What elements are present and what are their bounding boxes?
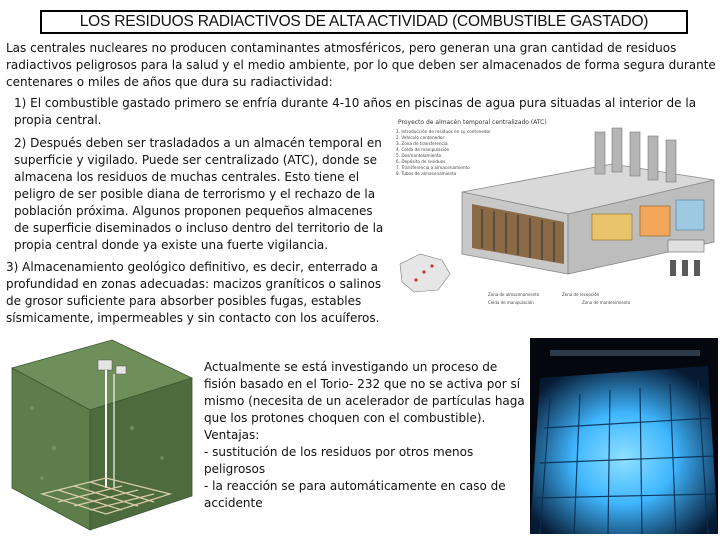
- point-4-paragraph: [204, 359, 526, 512]
- intro-paragraph: Las centrales nucleares no producen contaminantes atmosféricos, pero generan una gran cantidad de residuos radiactivos peligrosos para la salud y el medio ambiente, por lo que deben ser almacenados de forma segura durante centenares o miles de años que dura su radiactividad:: [6, 41, 716, 89]
- point-4-advantage-2: - la reacción se para automáticamente en caso de accidente: [204, 479, 506, 510]
- page-title: LOS RESIDUOS RADIACTIVOS DE ALTA ACTIVIDAD (COMBUSTIBLE GASTADO): [40, 10, 688, 34]
- atc-legend-item: 8. Tubos de almacenamiento: [396, 171, 457, 176]
- rock-speckle: [40, 476, 44, 480]
- point-4-line: Actualmente se está investigando un proceso de fisión basado en el Torio- 232 que no se activa por sí mismo (necesita de un acelerador de partículas haga que los protones choquen con el combustible). Ventajas:: [204, 360, 525, 442]
- atc-legend-item: 3. Zona de transferencia: [396, 141, 448, 146]
- atc-chimney: [666, 140, 676, 182]
- rock-speckle: [130, 426, 134, 430]
- atc-container-icon: [694, 260, 700, 276]
- surface-building: [98, 360, 112, 370]
- rock-speckle: [30, 406, 34, 410]
- rock-speckle: [160, 456, 164, 460]
- atc-legend-item: 1. Introducción de residuos en su contenedor: [396, 129, 491, 134]
- atc-figure-title: Proyecto de almacén temporal centralizado (ATC): [398, 119, 547, 126]
- atc-chimney: [595, 132, 605, 174]
- atc-chimney: [612, 128, 622, 172]
- atc-transfer-zone: [640, 206, 670, 236]
- atc-chimney: [648, 136, 658, 180]
- map-site-marker: [430, 264, 433, 267]
- rock-speckle: [52, 446, 57, 451]
- atc-reception-zone: [676, 200, 704, 230]
- atc-container-icon: [682, 260, 688, 276]
- point-4-advantage-1: - sustitución de los residuos por otros menos peligrosos: [204, 445, 474, 476]
- atc-zone-label: Celda de manipulación: [488, 300, 534, 305]
- atc-legend-item: 6. Depósito de residuos: [396, 159, 446, 164]
- atc-zone-label: Zona de mantenimiento: [582, 300, 631, 305]
- atc-handling-cell: [592, 214, 632, 240]
- surface-building: [116, 366, 126, 374]
- atc-legend-item: 4. Celda de manipulación: [396, 147, 450, 152]
- atc-container-icon: [670, 260, 676, 276]
- spent-fuel-pool-photo: [530, 338, 718, 534]
- point-1-paragraph: 1) El combustible gastado primero se enfría durante 4-10 años en piscinas de agua pura situadas al interior de la propia central.: [14, 96, 697, 127]
- atc-legend-item: 7. Transferencia a almacenamiento: [396, 165, 470, 170]
- pool-water-glow: [530, 366, 718, 534]
- atc-chimney: [630, 132, 640, 176]
- point-2-paragraph: 2) Después deben ser trasladados a un almacén temporal en superficie y vigilado. Puede ser centralizado (ATC), donde se almacena los residuos de muchas centrales. Esto tiene el peligro de ser posible diana de terrorismo y el rechazo de la población próxima. Algunos proponen pequeños almacenes de superficie diseminados o incluso dentro del territorio de la propia central donde ya existe una fuerte vigilancia.: [14, 136, 384, 252]
- atc-legend-item: 5. Desmantelamiento: [396, 153, 442, 158]
- pool-crane: [550, 350, 700, 356]
- point-3-paragraph: 3) Almacenamiento geológico definitivo, es decir, enterrado a profundidad en zonas adecuadas: macizos graníticos o salinos de grosor suficiente para absorber posibles fugas, estables sísmicamente, impermeables y sin contacto con los acuíferos.: [6, 260, 382, 325]
- atc-transport-vehicle: [668, 240, 704, 252]
- atc-zone-label: Zona de almacenamiento: [488, 292, 540, 297]
- map-site-marker: [422, 270, 425, 273]
- atc-zone-label: Zona de recepción: [562, 292, 600, 297]
- geological-repository-illustration: [2, 338, 198, 534]
- atc-legend-item: 2. Vehículo contenedor: [396, 135, 445, 140]
- atc-facility-illustration: [392, 114, 718, 308]
- map-site-marker: [414, 278, 417, 281]
